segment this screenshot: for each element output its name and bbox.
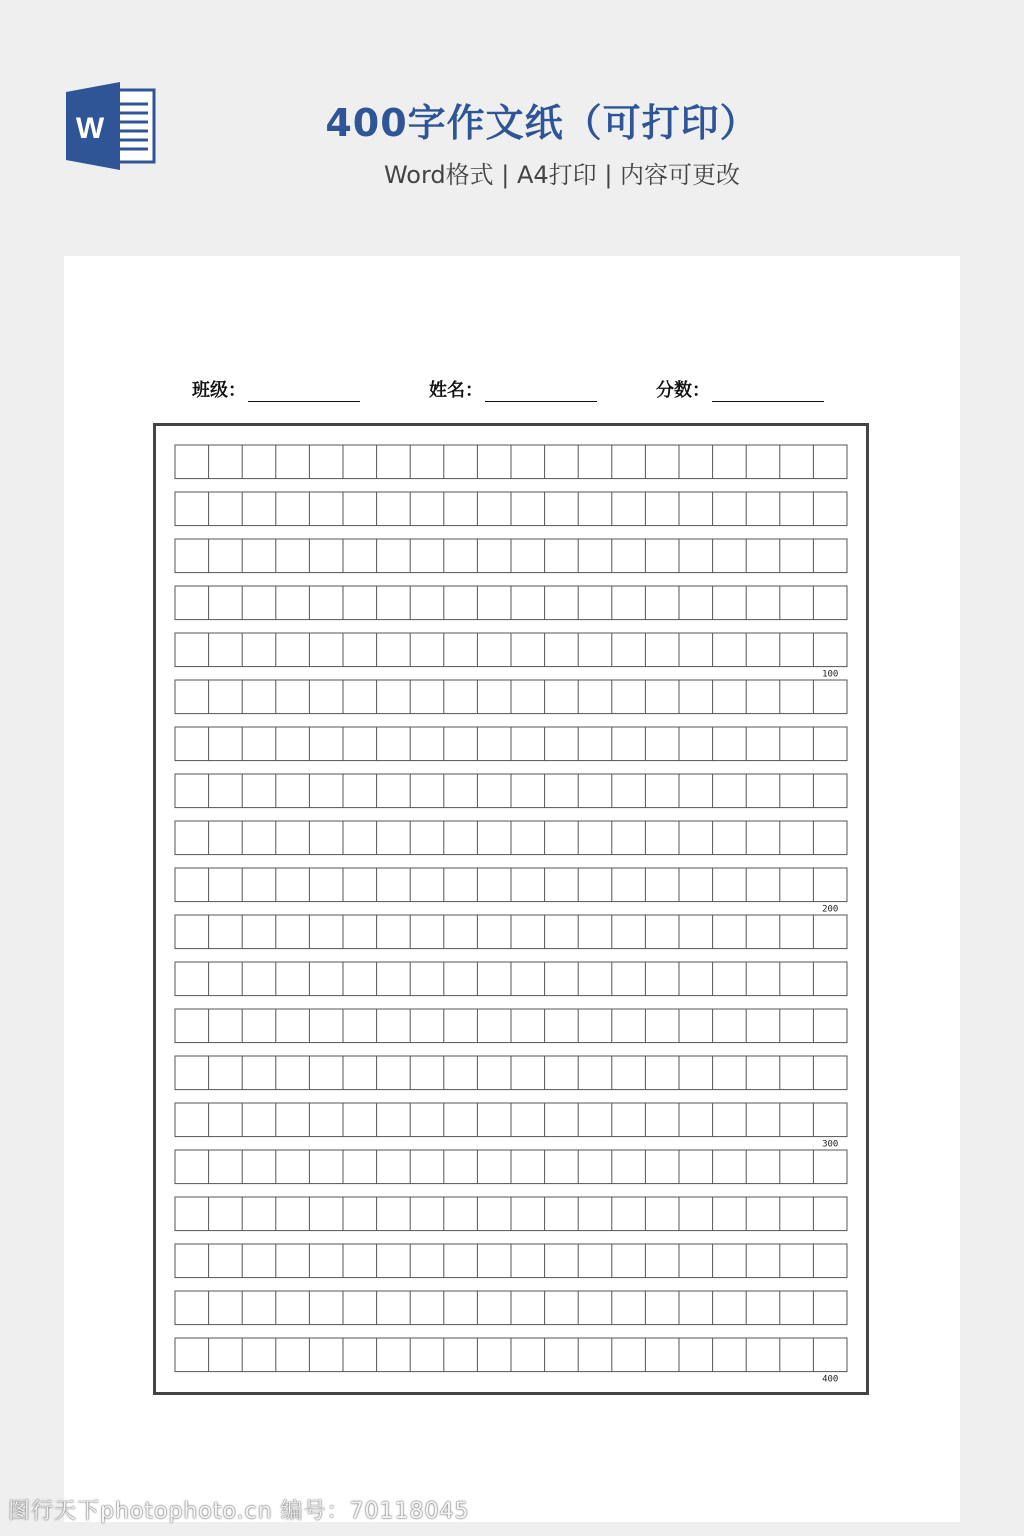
name-blank-line[interactable] (485, 379, 597, 402)
name-field[interactable] (429, 376, 597, 402)
grid-row[interactable] (175, 586, 847, 620)
name-label: 姓名： (429, 380, 483, 401)
grid-row[interactable] (175, 1291, 847, 1325)
grid-row[interactable] (175, 1009, 847, 1043)
student-info-row (192, 376, 872, 406)
writing-grid (156, 426, 866, 1392)
page-subtitle: Word格式 | A4打印 | 内容可更改 (383, 161, 741, 189)
class-label: 班级： (192, 380, 246, 401)
watermark: 图行天下photophoto.cn 编号：70118045 (8, 1499, 470, 1524)
grid-row[interactable] (175, 633, 847, 667)
word-icon-letter: W (75, 112, 105, 145)
grid-row[interactable] (175, 962, 847, 996)
score-field[interactable] (656, 376, 824, 402)
grid-row[interactable] (175, 821, 847, 855)
grid-row[interactable] (175, 539, 847, 573)
grid-row[interactable] (175, 774, 847, 808)
word-count-marker: 400 (822, 1374, 839, 1385)
grid-row[interactable] (175, 1056, 847, 1090)
document-page (64, 256, 960, 1522)
word-count-marker: 200 (822, 904, 839, 915)
grid-row[interactable] (175, 1338, 847, 1372)
word-count-marker: 300 (822, 1139, 839, 1150)
grid-row[interactable] (175, 492, 847, 526)
grid-row[interactable] (175, 868, 847, 902)
grid-row[interactable] (175, 727, 847, 761)
writing-grid-frame (153, 423, 869, 1395)
grid-row[interactable] (175, 1103, 847, 1137)
grid-row[interactable] (175, 445, 847, 479)
score-label: 分数： (656, 380, 710, 401)
grid-row[interactable] (175, 1244, 847, 1278)
grid-row[interactable] (175, 1150, 847, 1184)
class-blank-line[interactable] (248, 379, 360, 402)
grid-row[interactable] (175, 1197, 847, 1231)
grid-row[interactable] (175, 680, 847, 714)
class-field[interactable] (192, 376, 360, 402)
grid-row[interactable] (175, 915, 847, 949)
word-count-marker: 100 (822, 669, 839, 680)
score-blank-line[interactable] (712, 379, 824, 402)
page-title: 400字作文纸（可打印） (325, 101, 759, 145)
